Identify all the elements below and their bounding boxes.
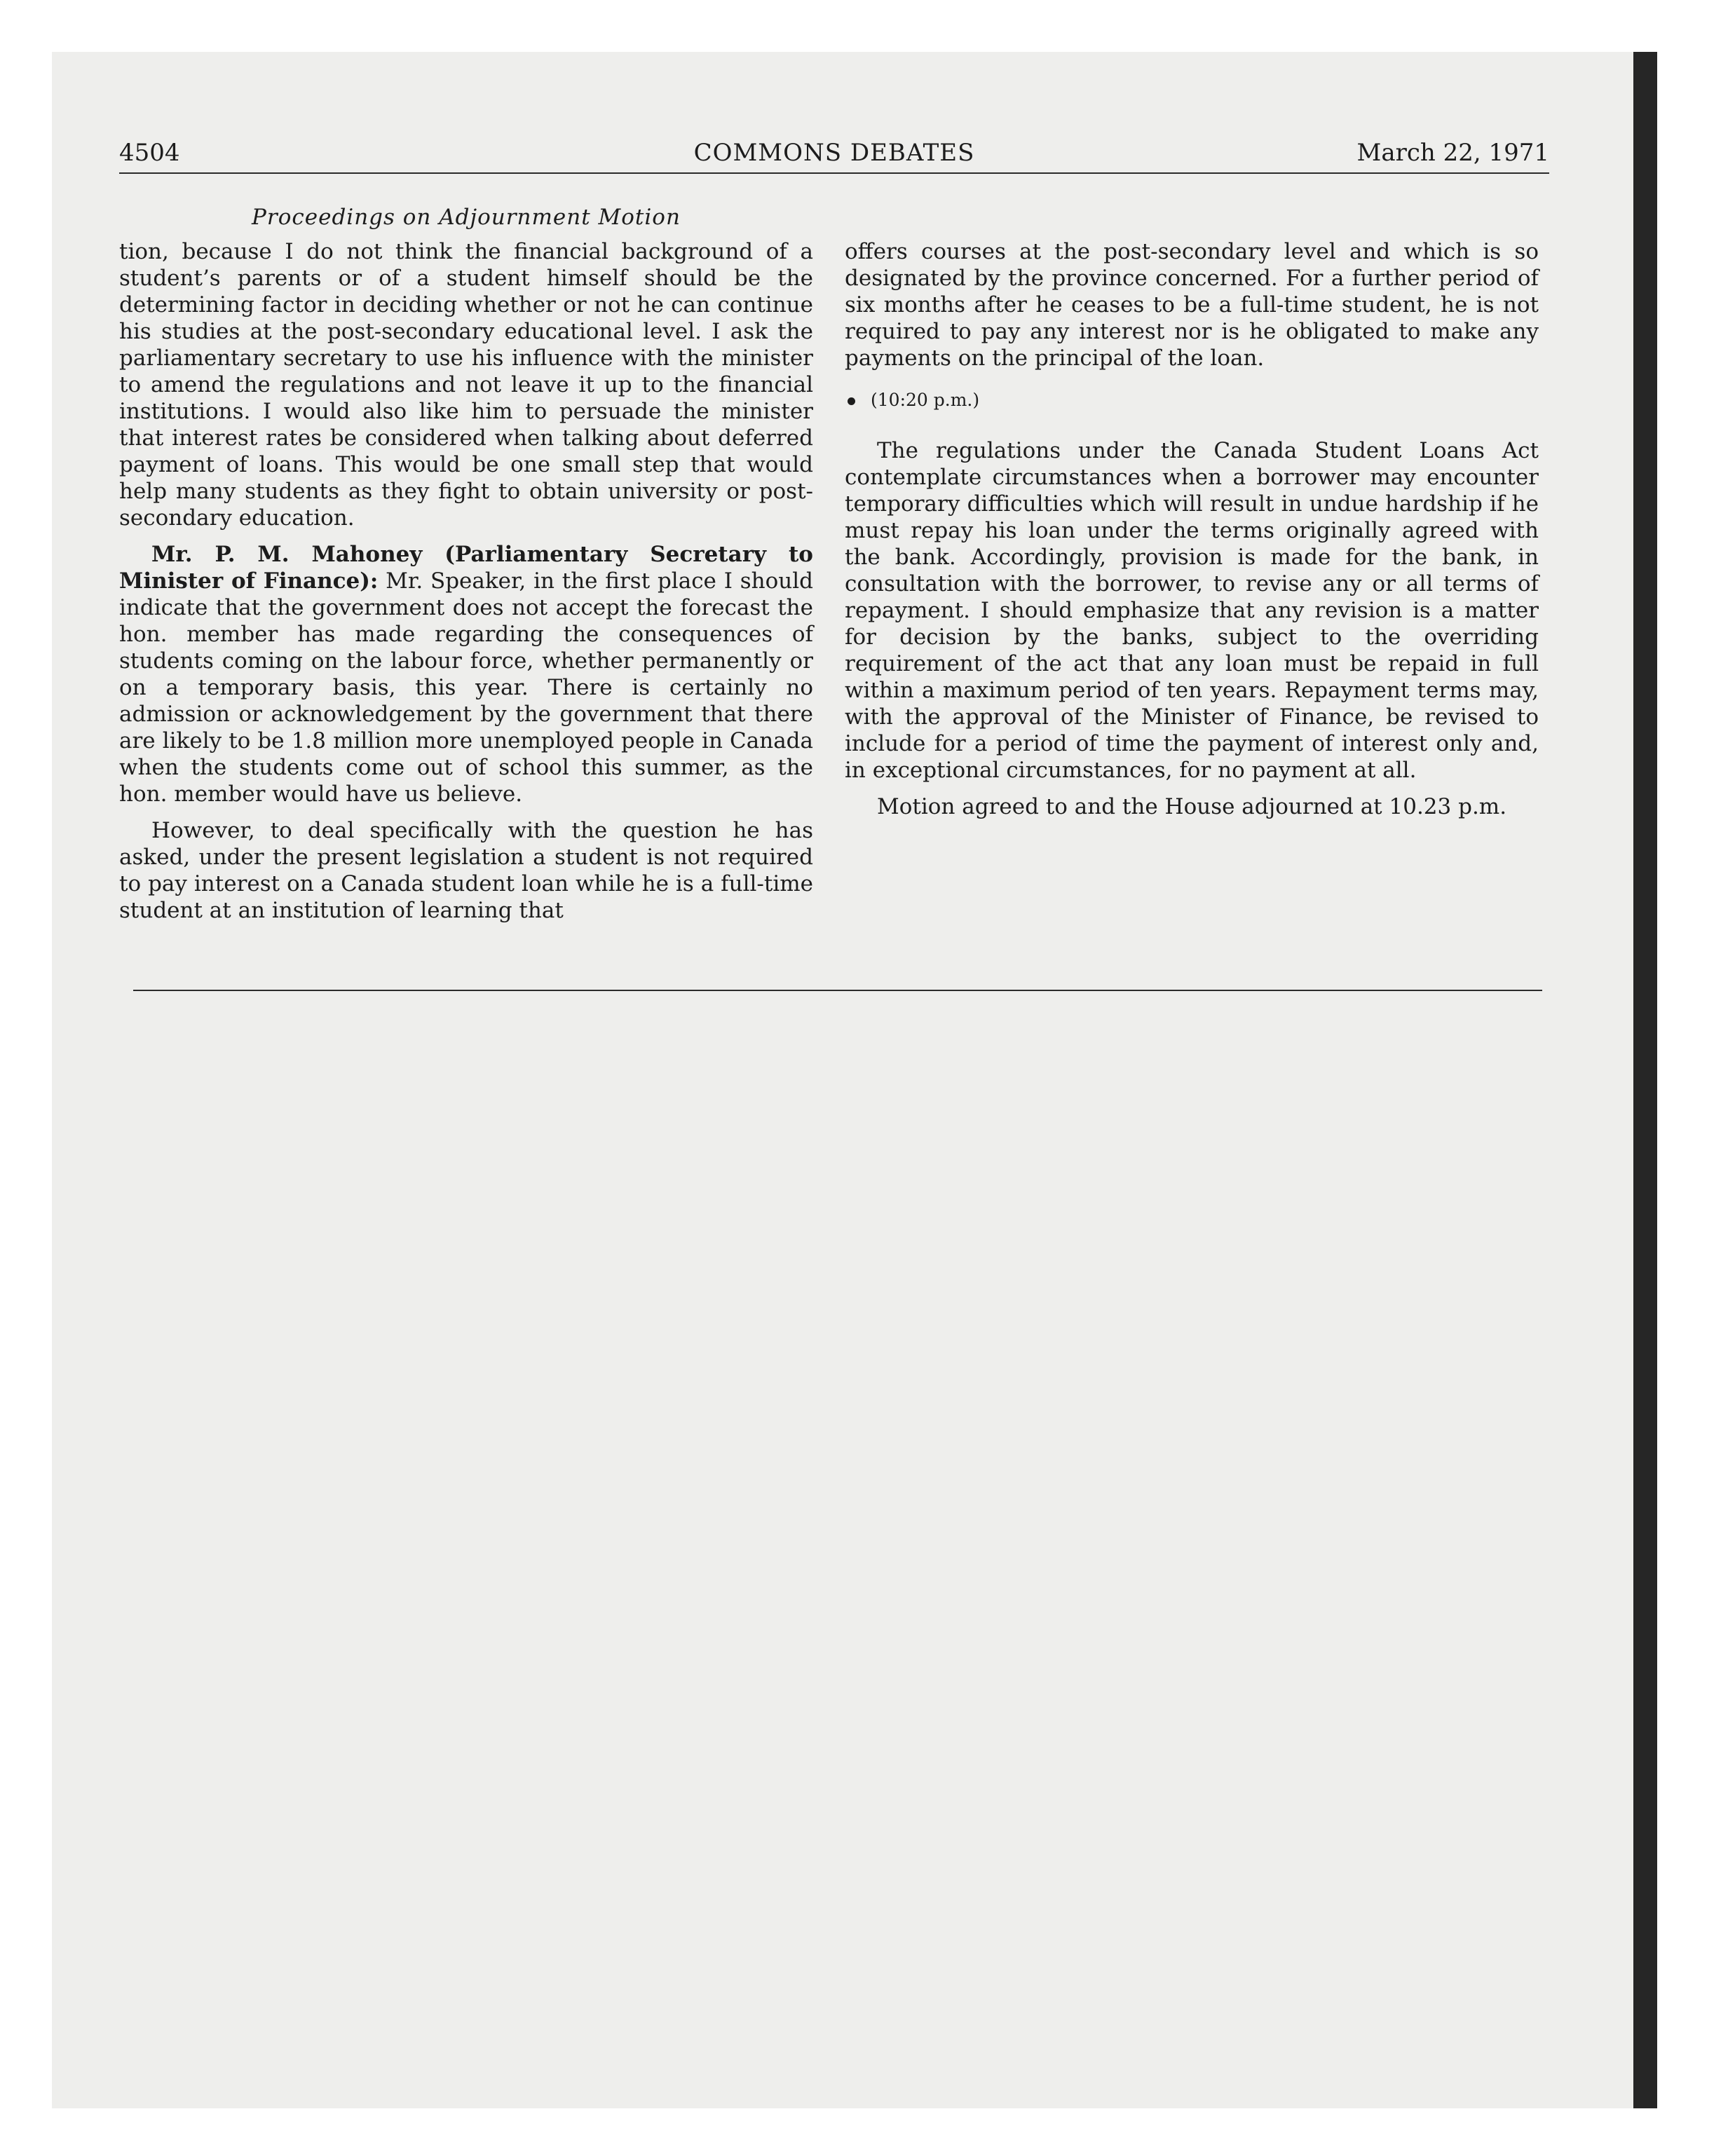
time-marker [845,387,1539,414]
paragraph: tion, because I do not think the financial background of a student’s parents or of a student himself should be the determining factor in deciding whether or not he can continue his studies at the post-secondary educational level. I ask the parliamentary secretary to use his influence with the minister to amend the regulations and not leave it up to the financial institutions. I would also like him to persuade the minister that interest rates be considered when talking about deferred payment of loans. This would be one small step that would help many students as they fight to obtain university or post-secondary education. [119,239,813,531]
issue-date: March 22, 1971 [1356,139,1549,167]
page-binding-edge [1633,52,1657,2108]
paragraph: However, to deal specifically with the question he has asked, under the present legislation a student is not required to pay interest on a Canada student loan while he is a full-time student at an institution of learning that [119,818,813,923]
paragraph: The regulations under the Canada Student Loans Act contemplate circumstances when a borrower may encounter temporary difficulties which will result in undue hardship if he must repay his loan under the terms originally agreed with the bank. Accordingly, provision is made for the bank, in consultation with the borrower, to revise any or all terms of repayment. I should emphasize that any revision is a matter for decision by the banks, subject to the overriding requirement of the act that any loan must be repaid in full within a maximum period of ten years. Repayment terms may, with the approval of the Minister of Finance, be revised to include for a period of time the payment of interest only and, in exceptional circumstances, for no payment at all. [845,438,1539,783]
section-end-rule [133,990,1542,991]
left-column [119,238,813,924]
page-number: 4504 [119,139,180,167]
publication-title: COMMONS DEBATES [693,139,975,167]
speech-text: Mr. Speaker, in the first place I should indicate that the government does not accept the forecast the hon. member has made regarding the consequences of students coming on the labour force, whether permanently or on a temporary basis, this year. There is certainly no admission or acknowledgement by the government that there are likely to be 1.8 million more unemployed people in Canada when the students come out of school this summer, as the hon. member would have us believe. [119,568,813,807]
page-header [119,139,1549,172]
header-rule [119,172,1549,174]
paragraph: Motion agreed to and the House adjourned at 10.23 p.m. [877,794,1507,819]
speech-paragraph [119,541,813,807]
paragraph: offers courses at the post-secondary level and which is so designated by the province concerned. For a further period of six months after he ceases to be a full-time student, he is not required to pay any interest nor is he obligated to make any payments on the principal of the loan. [845,239,1539,371]
speaker-name: Mr. P. M. Mahoney (Parliamentary Secretary to Minister of Finance): [119,542,813,594]
time-marker-text: (10:20 p.m.) [871,390,980,410]
right-column [845,238,1539,820]
running-head: Proceedings on Adjournment Motion [252,205,681,230]
bullet-icon [848,397,855,405]
